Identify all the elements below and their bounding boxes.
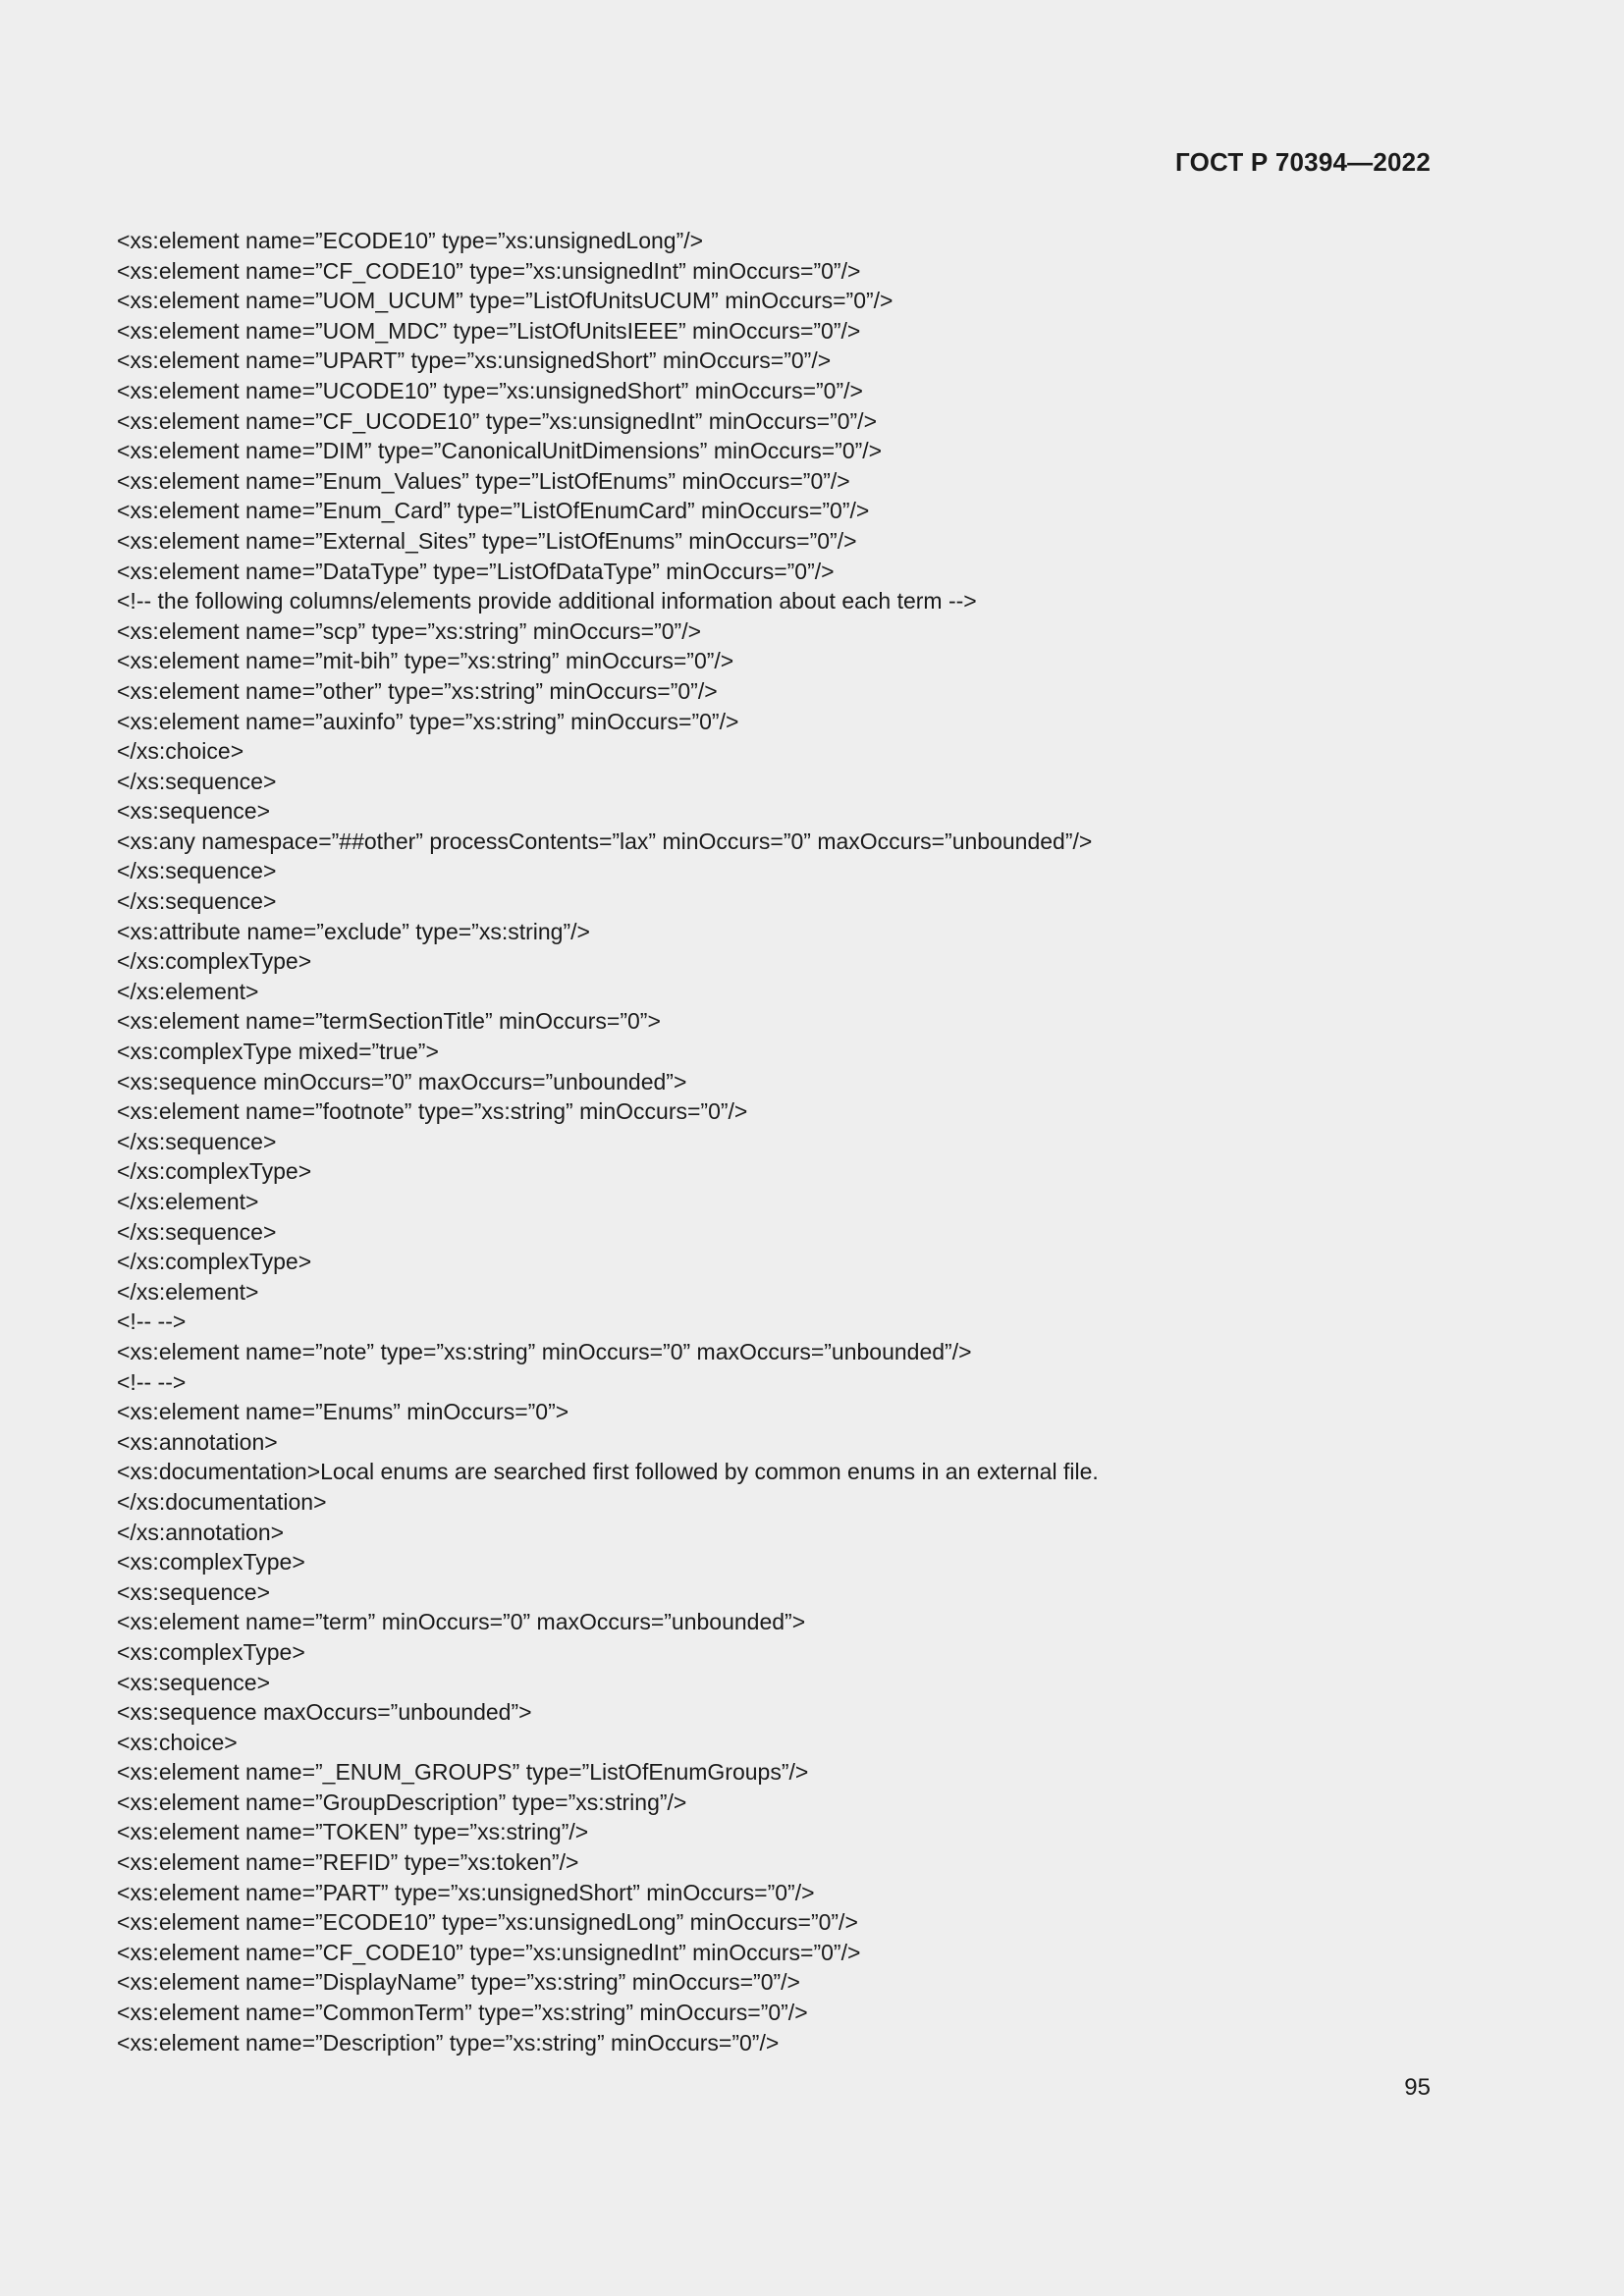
code-line: <xs:sequence> — [117, 1578, 271, 1605]
code-line: <xs:documentation>Local enums are searched first followed by common enums in an external file. — [117, 1459, 1099, 1485]
document-header: ГОСТ Р 70394—2022 — [1175, 147, 1431, 177]
code-line: <xs:element name=”UOM_MDC” type=”ListOfUnitsIEEE” minOccurs=”0”/> — [117, 317, 861, 344]
code-line: <xs:element name=”Enums” minOccurs=”0”> — [117, 1399, 569, 1425]
code-line: <xs:element name=”DIM” type=”CanonicalUnitDimensions” minOccurs=”0”/> — [117, 438, 883, 464]
code-line: <xs:element name=”footnote” type=”xs:string” minOccurs=”0”/> — [117, 1098, 748, 1125]
code-line: </xs:complexType> — [117, 1158, 312, 1185]
code-line: <xs:element name=”scp” type=”xs:string” minOccurs=”0”/> — [117, 617, 702, 644]
code-line: <!-- the following columns/elements provide additional information about each term --> — [117, 588, 977, 614]
code-line: <xs:complexType> — [117, 1549, 305, 1575]
code-line: </xs:sequence> — [117, 1218, 277, 1245]
code-line: </xs:complexType> — [117, 948, 312, 975]
code-line: </xs:complexType> — [117, 1249, 312, 1275]
code-line: </xs:sequence> — [117, 858, 277, 884]
code-line: <xs:element name=”CF_CODE10” type=”xs:unsignedInt” minOccurs=”0”/> — [117, 1939, 861, 1965]
code-line: </xs:annotation> — [117, 1519, 285, 1545]
code-line: <!-- --> — [117, 1368, 187, 1395]
code-line: <xs:element name=”DisplayName” type=”xs:string” minOccurs=”0”/> — [117, 1969, 800, 1996]
xml-schema-listing — [117, 226, 1491, 2057]
code-line: <xs:element name=”UCODE10” type=”xs:unsignedShort” minOccurs=”0”/> — [117, 377, 863, 403]
code-line: <xs:choice> — [117, 1729, 238, 1755]
code-line: <xs:element name=”term” minOccurs=”0” maxOccurs=”unbounded”> — [117, 1609, 806, 1635]
code-line: <xs:element name=”ECODE10” type=”xs:unsignedLong”/> — [117, 228, 704, 253]
code-line: <xs:element name=”Description” type=”xs:string” minOccurs=”0”/> — [117, 2029, 780, 2056]
code-line: </xs:element> — [117, 1278, 259, 1305]
code-line: <xs:element name=”termSectionTitle” minOccurs=”0”> — [117, 1008, 661, 1035]
code-line: <xs:element name=”PART” type=”xs:unsignedShort” minOccurs=”0”/> — [117, 1879, 815, 1905]
code-line: </xs:choice> — [117, 738, 244, 765]
code-line: <xs:element name=”DataType” type=”ListOfDataType” minOccurs=”0”/> — [117, 558, 835, 584]
code-line: <xs:element name=”CommonTerm” type=”xs:string” minOccurs=”0”/> — [117, 2000, 808, 2026]
code-line: <!-- --> — [117, 1308, 187, 1335]
code-line: <xs:element name=”Enum_Values” type=”ListOfEnums” minOccurs=”0”/> — [117, 467, 850, 494]
code-line: <xs:element name=”ECODE10” type=”xs:unsignedLong” minOccurs=”0”/> — [117, 1909, 858, 1936]
code-line: <xs:any namespace=”##other” processContents=”lax” minOccurs=”0” maxOccurs=”unbounded”/> — [117, 828, 1093, 854]
code-line: <xs:complexType> — [117, 1638, 305, 1665]
code-line: <xs:element name=”auxinfo” type=”xs:string” minOccurs=”0”/> — [117, 708, 739, 734]
code-line: <xs:element name=”GroupDescription” type=”xs:string”/> — [117, 1789, 687, 1815]
code-line: <xs:sequence> — [117, 1669, 271, 1695]
code-line: <xs:element name=”note” type=”xs:string” minOccurs=”0” maxOccurs=”unbounded”/> — [117, 1338, 972, 1364]
code-line: <xs:element name=”other” type=”xs:string” minOccurs=”0”/> — [117, 677, 718, 704]
code-line: <xs:annotation> — [117, 1428, 278, 1455]
code-line: </xs:element> — [117, 1189, 259, 1214]
code-line: </xs:documentation> — [117, 1488, 327, 1515]
code-line: <xs:element name=”External_Sites” type=”ListOfEnums” minOccurs=”0”/> — [117, 527, 857, 554]
code-line: <xs:element name=”CF_CODE10” type=”xs:unsignedInt” minOccurs=”0”/> — [117, 257, 861, 284]
code-line: </xs:sequence> — [117, 888, 277, 915]
code-line: <xs:complexType mixed=”true”> — [117, 1039, 439, 1065]
code-line: <xs:sequence maxOccurs=”unbounded”> — [117, 1699, 532, 1726]
code-line: <xs:element name=”REFID” type=”xs:token”/> — [117, 1849, 579, 1876]
code-line: <xs:sequence minOccurs=”0” maxOccurs=”unbounded”> — [117, 1068, 687, 1095]
code-line: <xs:element name=”UOM_UCUM” type=”ListOfUnitsUCUM” minOccurs=”0”/> — [117, 288, 893, 314]
code-line: <xs:element name=”mit-bih” type=”xs:string” minOccurs=”0”/> — [117, 648, 734, 674]
code-line: </xs:element> — [117, 978, 259, 1004]
code-line: <xs:element name=”UPART” type=”xs:unsignedShort” minOccurs=”0”/> — [117, 347, 832, 374]
code-line: <xs:element name=”Enum_Card” type=”ListOfEnumCard” minOccurs=”0”/> — [117, 498, 870, 524]
code-line: </xs:sequence> — [117, 1128, 277, 1154]
page-number: 95 — [1404, 2074, 1431, 2101]
code-line: <xs:sequence> — [117, 798, 271, 825]
code-line: <xs:element name=”TOKEN” type=”xs:string”/> — [117, 1819, 589, 1845]
code-line: <xs:element name=”CF_UCODE10” type=”xs:unsignedInt” minOccurs=”0”/> — [117, 407, 878, 434]
code-line: <xs:attribute name=”exclude” type=”xs:string”/> — [117, 918, 590, 944]
code-line: </xs:sequence> — [117, 768, 277, 794]
code-line: <xs:element name=”_ENUM_GROUPS” type=”ListOfEnumGroups”/> — [117, 1759, 809, 1786]
